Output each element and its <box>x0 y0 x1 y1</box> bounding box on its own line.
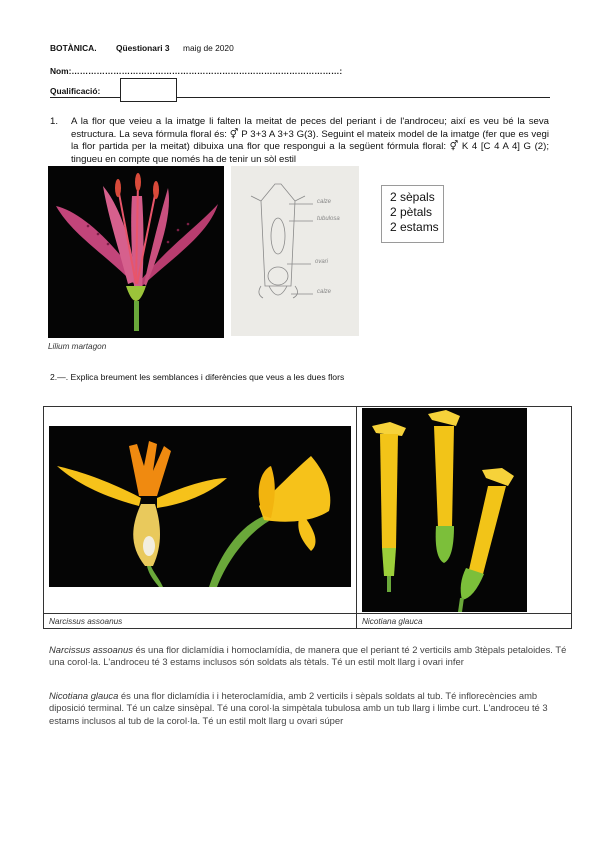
answer-paragraph-nicotiana <box>49 690 569 727</box>
date-label: maig de 2020 <box>183 43 234 53</box>
narcissus-illustration <box>49 426 351 587</box>
lily-flower-illustration <box>48 166 224 338</box>
answer-line: 2 pètals <box>390 205 433 219</box>
lily-caption: Lilium martagon <box>48 342 107 351</box>
flower-sketch-illustration <box>231 166 359 336</box>
sketch-photo <box>231 166 359 336</box>
answer-text: és una flor diclamídia i i heteroclamídia, amb 2 verticils i sèpals soldats al tub. Té inflorecències amb diposició terminal. Té un calze sinsèpal. Té una corol·la simpètala tubulosa amb un tub llarg i limbe curt. L'androceu té 3 estams inclusos al tub de la corol·la. Té un estil molt llarg u ovari súper <box>49 690 548 726</box>
nicotiana-caption: Nicotiana glauca <box>362 617 423 626</box>
species-name: Narcissus assoanus <box>49 644 133 655</box>
sketch-label: tubulosa <box>317 216 340 222</box>
sketch-label: ovari <box>315 259 329 265</box>
answer-paragraph-narcissus <box>49 644 569 669</box>
quiz-label: Qüestionari 3 <box>116 43 170 53</box>
q1-answer-box[interactable] <box>381 185 444 243</box>
sketch-label: calze <box>317 289 332 295</box>
q1-text: A la flor que veieu a la imatge li falten la meitat de peces del periant i de l'androceu; així es veu bé la seva estructura. La seva fórmula floral és: ⚥ P 3+3 A 3+3 G(3). Seguint el mateix model de la imatge (fer que es vegi la flor partida per la meitat) dibuixa una flor que respongui a la següent fórmula floral: ⚥ K 4 [C 4 A 4] G (2); tingueu en compte que només ha de tenir un sòl estil <box>71 116 549 165</box>
table-caption-row <box>43 613 572 614</box>
q1-number: 1. <box>50 116 59 127</box>
name-field-label[interactable]: Nom:……………………………………………………………………………………: <box>50 66 343 76</box>
lily-photo <box>48 166 224 338</box>
answer-line: 2 estams <box>390 220 439 234</box>
nicotiana-photo <box>362 408 527 612</box>
grade-label: Qualificació: <box>50 86 101 96</box>
q2-text: 2.—. Explica breument les semblances i diferències que veus a les dues flors <box>50 372 345 382</box>
narcissus-caption: Narcissus assoanus <box>49 617 123 626</box>
sketch-label: calze <box>317 199 332 205</box>
answer-text: és una flor diclamídia i homoclamídia, de manera que el periant té 2 verticils amb 3tèpals petaloides. Té una corol·la. L'androceu té 3 estams inclusos són soldats als tètals. Té un estil molt llarg i ovari infer <box>49 644 567 668</box>
subject-label: BOTÀNICA. <box>50 43 97 53</box>
answer-line: 2 sèpals <box>390 190 435 204</box>
narcissus-photo <box>49 426 351 587</box>
species-name: Nicotiana glauca <box>49 690 119 701</box>
grade-box[interactable] <box>120 78 177 102</box>
table-divider <box>356 406 357 629</box>
nicotiana-illustration <box>362 408 527 612</box>
